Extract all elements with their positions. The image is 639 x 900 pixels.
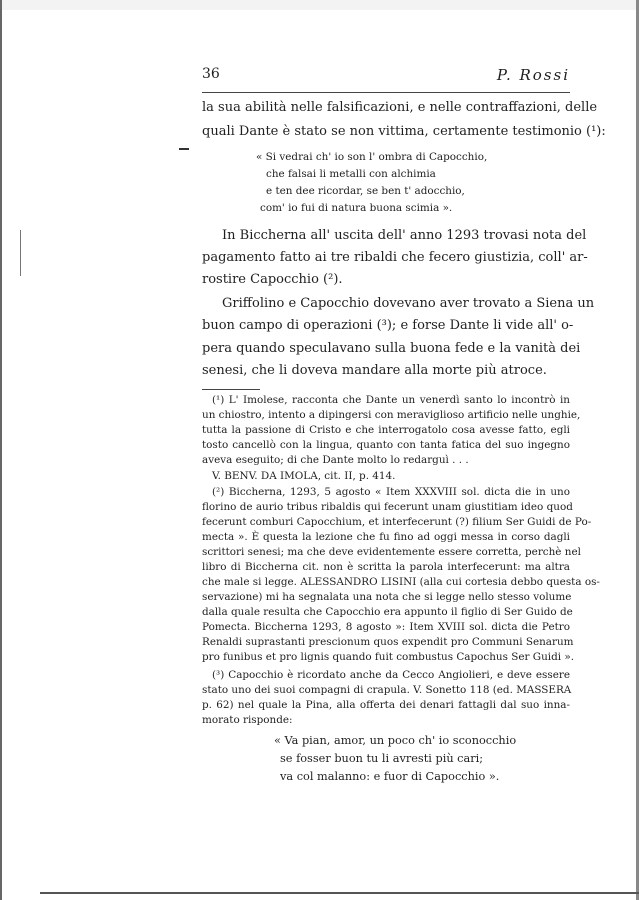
footnote-line: (³) Capocchio è ricordato anche da Cecco Angiolieri, e deve essere [212, 669, 570, 681]
footnote-line: florino de aurio tribus ribaldis qui fecerunt unam giustitiam ideo quod [202, 501, 573, 513]
page-top-edge [0, 0, 639, 10]
footnote-line: morato risponde: [202, 714, 293, 726]
footnote-verse-line: va col malanno: e fuor di Capocchio ». [280, 770, 500, 783]
footnote-line: fecerunt comburi Capocchium, et interfecerunt (?) filium Ser Guidi de Po- [202, 516, 592, 528]
verse-line: che falsai li metalli con alchimia [266, 168, 436, 180]
body-line: pagamento fatto ai tre ribaldi che fecero giustizia, coll' ar- [202, 250, 588, 265]
footnote-verse-line: se fosser buon tu li avresti più cari; [280, 752, 484, 765]
footnote-line: (²) Biccherna, 1293, 5 agosto « Item XXXVIII sol. dicta die in uno [212, 486, 570, 498]
body-line: In Biccherna all' uscita dell' anno 1293 trovasi nota del [222, 228, 587, 243]
page-header [202, 66, 570, 84]
footnote-line: scrittori senesi; ma che deve evidentemente essere corretta, perchè nel [202, 546, 581, 558]
margin-mark [20, 230, 21, 276]
footnote-line: Renaldi suprastanti prescionum quos expendit pro Communi Senarum [202, 636, 574, 648]
footnote-verse-line: « Va pian, amor, un poco ch' io sconocchio [274, 734, 517, 747]
page-number: 36 [202, 66, 220, 82]
body-line: rostire Capocchio (²). [202, 272, 343, 287]
footnote-citation: V. BENV. DA IMOLA, cit. II, p. 414. [212, 470, 396, 482]
footnote-line: tutta la passione di Cristo e che interrogatolo cosa avesse fatto, egli [202, 424, 570, 436]
running-head: P. Rossi [496, 66, 570, 84]
footnote-line: stato uno dei suoi compagni di crapula. V. Sonetto 118 (ed. MASSERA [202, 684, 572, 696]
page-bottom-edge [40, 892, 639, 894]
verse-line: com' io fui di natura buona scimia ». [260, 202, 453, 214]
body-line: quali Dante è stato se non vittima, certamente testimonio (¹): [202, 124, 606, 139]
header-rule [202, 92, 570, 93]
footnote-line: aveva eseguito; di che Dante molto lo redarguì . . . [202, 454, 469, 466]
verse-line: e ten dee ricordar, se ben t' adocchio, [266, 185, 465, 197]
body-line: la sua abilità nelle falsificazioni, e nelle contraffazioni, delle [202, 100, 598, 115]
footnote-line: mecta ». È questa la lezione che fu fino ad oggi messa in corso dagli [202, 531, 570, 543]
verse-line: « Si vedrai ch' io son l' ombra di Capocchio, [256, 151, 488, 163]
footnote-line: Pomecta. Biccherna 1293, 8 agosto »: Item XVIII sol. dicta die Petro [202, 621, 570, 633]
footnote-line: tosto cancellò con la lingua, quanto con tanta fatica del suo ingegno [202, 439, 570, 451]
footnote-line: un chiostro, intento a dipingersi con meraviglioso artificio nelle unghie, [202, 409, 581, 421]
footnote-line: dalla quale resulta che Capocchio era appunto il figlio di Ser Guido de [202, 606, 573, 618]
footnote-line: libro di Biccherna cit. non è scritta la parola interfecerunt: ma altra [202, 561, 570, 573]
footnote-rule [202, 389, 260, 390]
body-line: senesi, che li doveva mandare alla morte più atroce. [202, 363, 547, 378]
footnote-line: (¹) L' Imolese, racconta che Dante un venerdì santo lo incontrò in [212, 394, 570, 406]
footnote-line: pro funibus et pro lignis quando fuit combustus Capochus Ser Guidi ». [202, 651, 575, 663]
page-left-edge [0, 0, 2, 900]
footnote-line: p. 62) nel quale la Pina, alla offerta dei denari fattagli dal suo inna- [202, 699, 570, 711]
footnote-line: che male si legge. ALESSANDRO LISINI (alla cui cortesia debbo questa os- [202, 576, 600, 588]
body-line: buon campo di operazioni (³); e forse Dante li vide all' o- [202, 318, 574, 333]
body-line: pera quando speculavano sulla buona fede e la vanità dei [202, 341, 581, 356]
margin-dash [179, 148, 189, 150]
body-line: Griffolino e Capocchio dovevano aver trovato a Siena un [222, 296, 595, 311]
footnote-line: servazione) mi ha segnalata una nota che si legge nello stesso volume [202, 591, 572, 603]
